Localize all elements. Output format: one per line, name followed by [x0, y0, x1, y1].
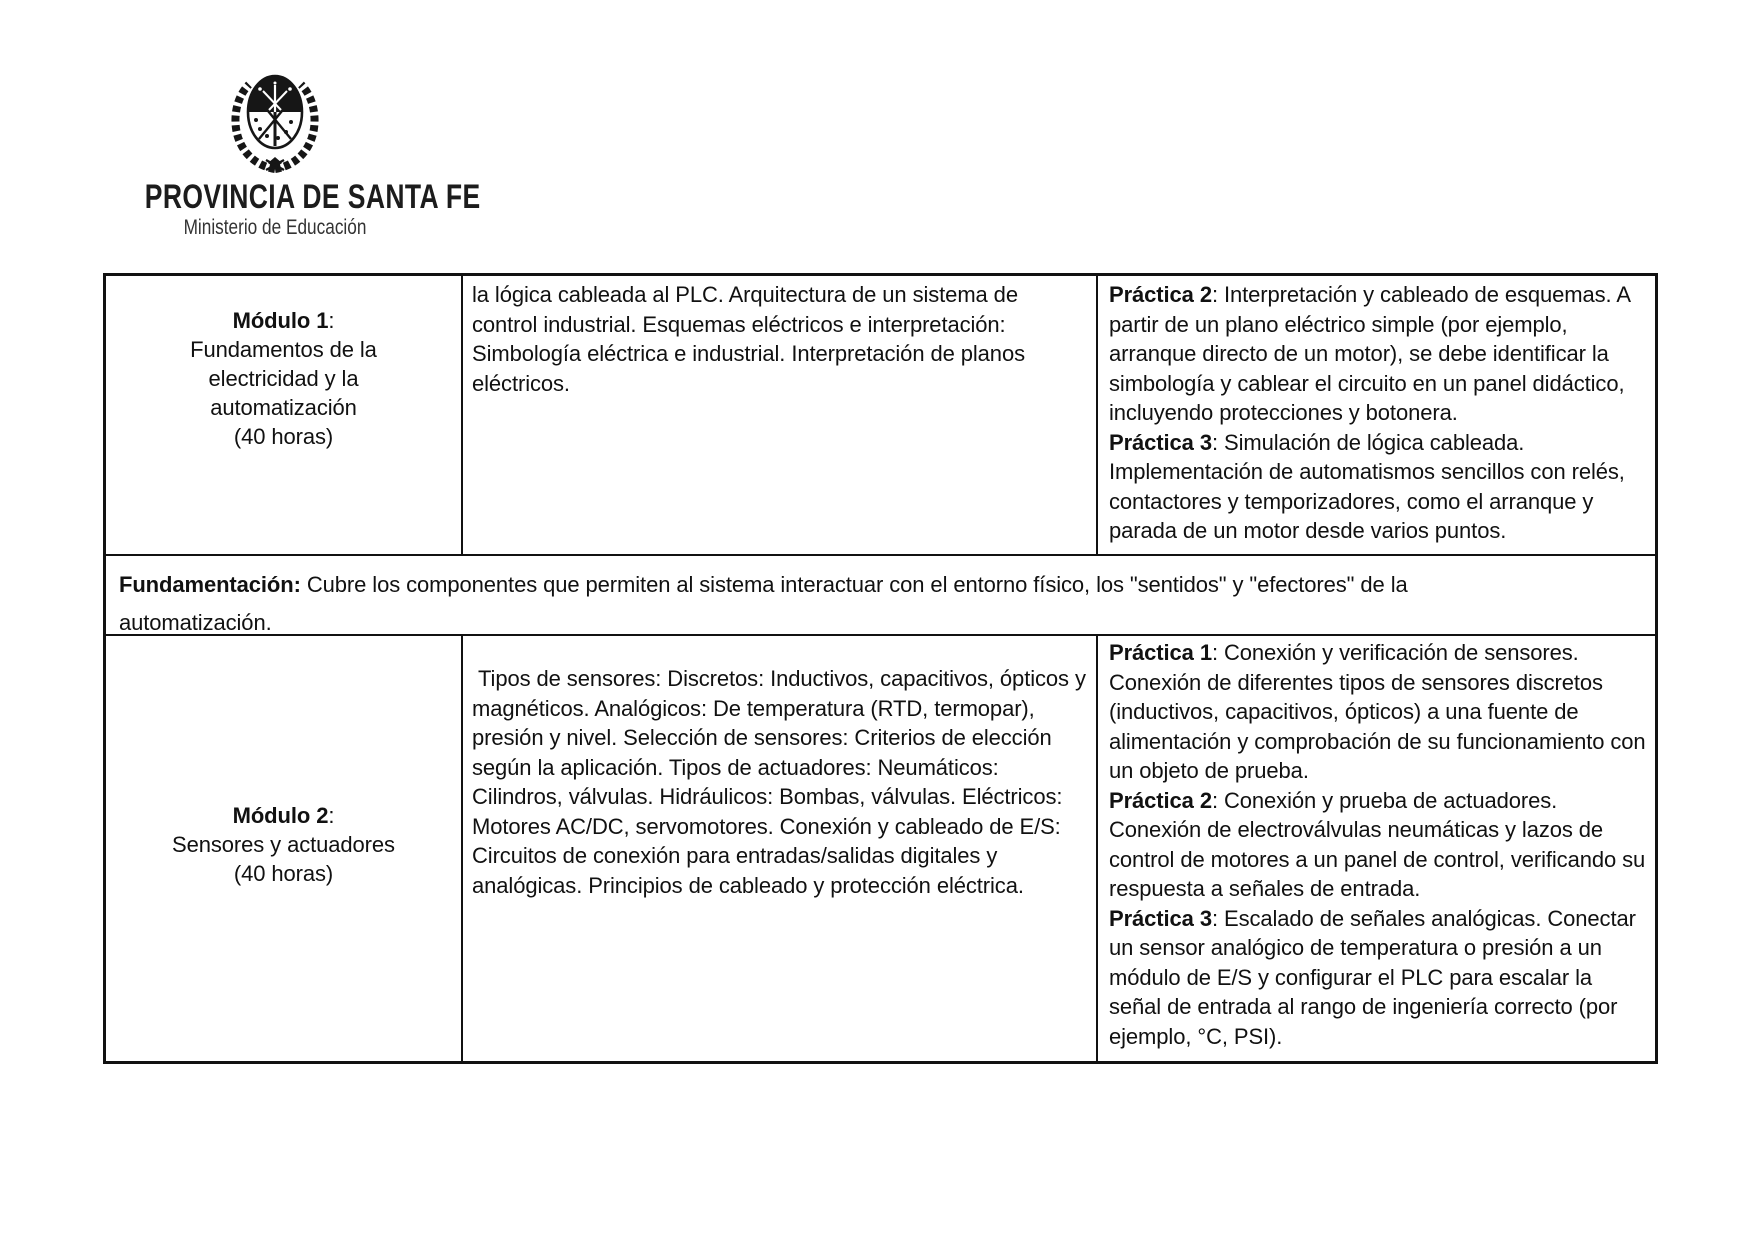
module2-content-text: Tipos de sensores: Discretos: Inductivos, capacitivos, ópticos y magnéticos. Analógicos: De temperatura (RTD, termopar), presión y nivel. Selección de sensores: Criterios de elección según la aplicación. Tipos de actuadores: Neumáticos: Cilindros, válvulas. Hidráulicos: Bombas, válvulas. Eléctricos: Motores AC/DC, servomotores. Conexión y cableado de E/S: Circuitos de conexión para entradas/salidas digitales y analógicas. Principios de cableado y protección eléctrica. — [472, 666, 1092, 898]
fundamentacion-text: Cubre los componentes que permiten al sistema interactuar con el entorno físico, los "sentidos" y "efectores" de la — [300, 572, 1408, 597]
module2-title-cell — [106, 636, 463, 1061]
org-name: PROVINCIA DE SANTA FE — [144, 178, 481, 216]
fundamentacion-row — [106, 556, 1655, 636]
module1-practices-cell — [1098, 276, 1655, 556]
module2-content-cell — [463, 636, 1098, 1061]
module1-subtitle-line: electricidad y la — [208, 366, 359, 391]
santa-fe-coat-of-arms-icon — [222, 60, 328, 174]
module1-title-cell — [106, 276, 463, 556]
fundamentacion-label: Fundamentación: — [119, 572, 301, 597]
practice-item: Práctica 1: Conexión y verificación de sensores. Conexión de diferentes tipos de sensores discretos (inductivos, capacitivos, ópticos) a una fuente de alimentación y comprobación de su funcionamiento con un objeto de prueba. — [1109, 640, 1652, 783]
fundamentacion-text-line2: automatización. — [119, 610, 272, 635]
practice-item: Práctica 2: Interpretación y cableado de esquemas. A partir de un plano eléctrico simple (por ejemplo, arranque directo de un motor), se debe identificar la simbología y cablear el circuito en un panel didáctico, incluyendo protecciones y botonera. — [1109, 282, 1636, 425]
module1-content-cell — [463, 276, 1098, 556]
module2-practices-cell — [1098, 636, 1655, 1061]
practice-item: Práctica 2: Conexión y prueba de actuadores. Conexión de electroválvulas neumáticas y lazos de control de motores a un panel de control, verificando su respuesta a señales de entrada. — [1109, 787, 1652, 901]
course-modules-table — [103, 273, 1658, 1064]
practice-item: Práctica 3: Simulación de lógica cableada. Implementación de automatismos sencillos con relés, contactores y temporizadores, como el arranque y parada de un motor desde varios puntos. — [1109, 429, 1631, 543]
module2-subtitle-line: Sensores y actuadores — [172, 832, 395, 857]
org-subtitle: Ministerio de Educación — [183, 216, 367, 239]
module1-title: Módulo 1: — [232, 308, 335, 333]
module2-hours: (40 horas) — [233, 861, 334, 886]
letterhead — [108, 60, 481, 239]
module1-subtitle-line: Fundamentos de la — [190, 337, 377, 362]
module2-title: Módulo 2: — [232, 803, 335, 828]
module1-subtitle-line: automatización — [210, 395, 357, 420]
module1-hours: (40 horas) — [233, 424, 334, 449]
module1-content-text: la lógica cableada al PLC. Arquitectura de un sistema de control industrial. Esquemas eléctricos e interpretación: Simbología eléctrica e industrial. Interpretación de planos eléctricos. — [472, 282, 1031, 396]
practice-item: Práctica 3: Escalado de señales analógicas. Conectar un sensor analógico de temperatura o presión a un módulo de E/S y configurar el PLC para escalar la señal de entrada al rango de ingeniería correcto (por ejemplo, °C, PSI). — [1109, 905, 1642, 1049]
